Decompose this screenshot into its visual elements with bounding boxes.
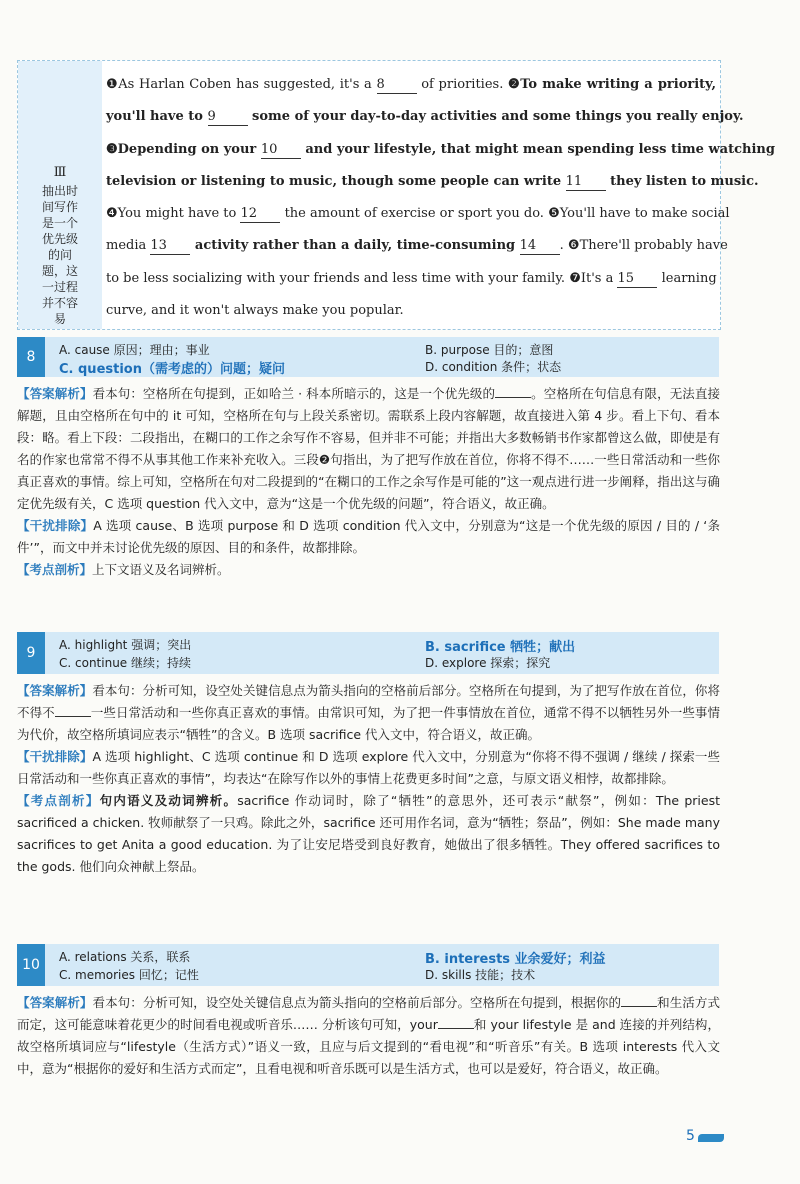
passage-line: curve, and it won't always make you popular. — [106, 303, 404, 319]
option-c: C. memories 回忆；记性 — [59, 968, 199, 982]
section-side-label — [18, 61, 102, 329]
distractor-elimination: 【干扰排除】A 选项 cause、B 选项 purpose 和 D 选项 condition 代入文中，分别意为“这是一个优先级的原因 / 目的 / ‘条件’”，而文中并未讨论优先级的原因、目的和条件，故都排除。 — [17, 518, 720, 555]
blank-13: 13 — [150, 238, 190, 255]
answer-analysis: 【答案解析】看本句：分析可知，设空处关键信息点为箭头指向的空格前后部分。空格所在句提到，根据你的 和生活方式而定，这可能意味着花更少的时间看电视或听音乐…… 分析该句可知，your 和 your lifestyle 是 and 连接的并列结构，故空格所填词应与“lifestyle（生活方式）”语义一致，且应与后文提到的“看电视”和“听音乐”有关。B 选项 interests 代入文中，意为“根据你的爱好和生活方式而定”，且看电视和听音乐既可以是生活方式，也可以是爱好，符合语义，故正确。 — [17, 995, 720, 1076]
blank-line — [438, 1028, 474, 1029]
question-number: 9 — [17, 632, 45, 674]
question-10-explanation — [17, 992, 720, 1080]
option-b-correct: B. interests 业余爱好；利益 — [425, 952, 606, 967]
question-10-options — [17, 944, 719, 986]
option-c: C. continue 继续；持续 — [59, 656, 192, 670]
page-number: 5 — [686, 1128, 695, 1144]
question-number: 10 — [17, 944, 45, 986]
passage-text — [106, 69, 775, 327]
test-point: 【考点剖析】句内语义及动词辨析。sacrifice 作动词时，除了“牺牲”的意思外，还可表示“献祭”，例如：The priest sacrificed a chicken. 牧师献祭了一只鸡。除此之外，sacrifice 还可用作名词，意为“牺牲；祭品”，例如：She made many sacrifices to get Anita a good education. 为了让安尼塔受到良好教育，她做出了很多牺牲。They offered sacrifices to the gods. 他们向众神献上祭品。 — [17, 793, 720, 874]
answer-analysis: 【答案解析】看本句：空格所在句提到，正如哈兰 · 科本所暗示的，这是一个优先级的 。空格所在句信息有限，无法直接解题，且由空格所在句中的 it 可知，空格所在句与上段关系密切。需联系上段内容解题，故直接进入第 4 步。看上下句、看本段：略。看上下段：二段指出，在糊口的工作之余写作不容易，但并非不可能；并指出大多数畅销书作家都曾这么做，即使是有名的作家也常常不得不从事其他工作来补充收入。三段❷句指出，为了把写作放在首位，你将不得不……一些日常活动和一些你真正喜欢的事情。综上可知，空格所在句对二段提到的“在糊口的工作之余写作是可能的”这一观点进行进一步阐释，指出这与确定优先级有关，C 选项 question 代入文中，意为“这是一个优先级的问题”，符合语义，故正确。 — [17, 386, 720, 511]
answer-analysis: 【答案解析】看本句：分析可知，设空处关键信息点为箭头指向的空格前后部分。空格所在句提到，为了把写作放在首位，你将不得不 一些日常活动和一些你真正喜欢的事情。由常识可知，为了把一件事情放在首位，通常不得不以牺牲另外一些事情为代价，故空格所填词应表示“牺牲”的含义。B 选项 sacrifice 代入文中，符合语义，故正确。 — [17, 683, 720, 742]
section-description: 抽出时间写作是一个优先级的问题，这一过程并不容易 — [41, 184, 78, 326]
question-9-options — [17, 632, 719, 674]
option-a: A. relations 关系，联系 — [59, 950, 191, 964]
question-9-explanation — [17, 680, 720, 878]
option-d: D. skills 技能；技术 — [425, 968, 536, 982]
blank-10: 10 — [261, 142, 301, 159]
blank-14: 14 — [520, 238, 560, 255]
blank-9: 9 — [208, 109, 248, 126]
blank-line — [495, 397, 531, 398]
test-point: 【考点剖析】上下文语义及名词辨析。 — [17, 562, 230, 577]
option-b: B. purpose 目的；意图 — [425, 343, 554, 357]
question-8-options — [17, 337, 719, 377]
passage-line: ❹You might have to 12 the amount of exercise or sport you do. ❺You'll have to make social — [106, 206, 730, 222]
option-a: A. cause 原因；理由；事业 — [59, 343, 210, 357]
section-number: Ⅲ — [53, 165, 67, 180]
question-8-explanation — [17, 383, 720, 581]
option-d: D. condition 条件；状态 — [425, 360, 562, 374]
passage-line: to be less socializing with your friends and less time with your family. ❼It's a 15 learning — [106, 270, 717, 286]
blank-8: 8 — [377, 77, 417, 94]
option-c-correct: C. question（需考虑的）问题；疑问 — [59, 362, 285, 377]
passage-line: ❸Depending on your 10 and your lifestyle, that might mean spending less time watching — [106, 141, 775, 157]
passage-line: you'll have to 9 some of your day-to-day activities and some things you really enjoy. — [106, 109, 744, 125]
distractor-elimination: 【干扰排除】A 选项 highlight、C 选项 continue 和 D 选项 explore 代入文中，分别意为“你将不得不强调 / 继续 / 探索一些日常活动和一些你真正喜欢的事情”，均表达“在除写作以外的事情上花费更多时间”之意，与原文语义相悖，故都排除。 — [17, 749, 720, 786]
page-decoration-icon — [698, 1134, 724, 1142]
passage-box — [17, 60, 775, 330]
blank-11: 11 — [566, 174, 606, 191]
blank-line — [55, 716, 91, 717]
passage-line: media 13 activity rather than a daily, time-consuming 14 . ❻There'll probably have — [106, 238, 728, 254]
blank-12: 12 — [240, 206, 280, 223]
option-b-correct: B. sacrifice 牺牲；献出 — [425, 640, 576, 655]
option-d: D. explore 探索；探究 — [425, 656, 551, 670]
passage-line: television or listening to music, though some people can write 11 they listen to music. — [106, 173, 759, 189]
passage-line: ❶As Harlan Coben has suggested, it's a 8 of priorities. ❷To make writing a priority, — [106, 77, 716, 92]
option-a: A. highlight 强调；突出 — [59, 638, 192, 652]
blank-15: 15 — [617, 271, 657, 288]
question-number: 8 — [17, 337, 45, 377]
blank-line — [621, 1006, 657, 1007]
